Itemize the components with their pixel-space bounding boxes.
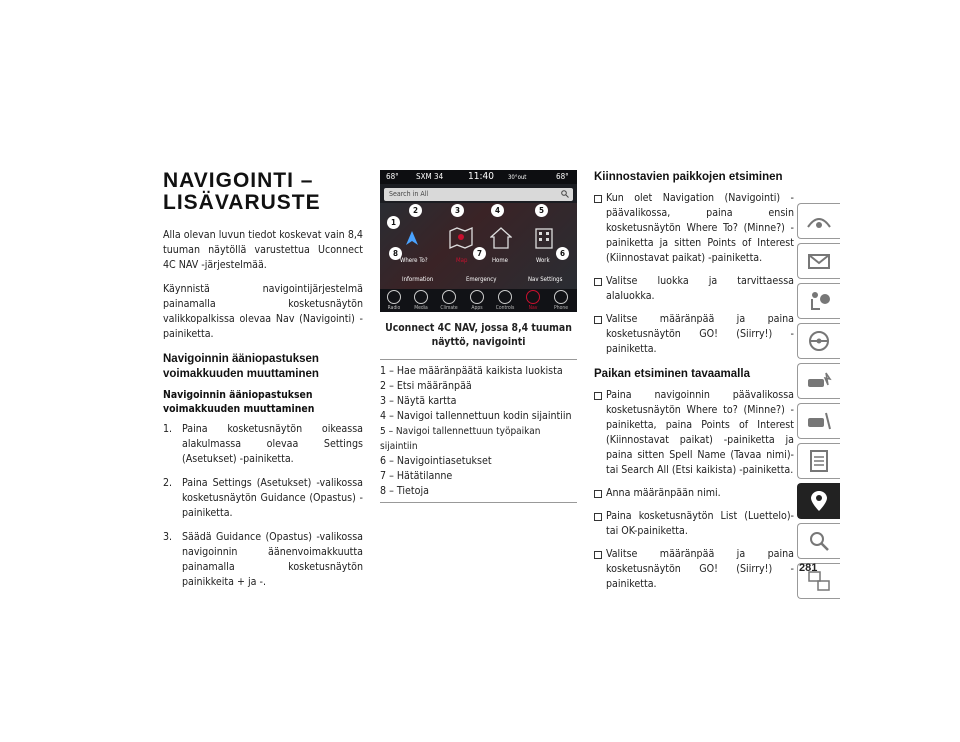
apps-icon	[470, 290, 484, 304]
step-item: 2. Paina Settings (Asetukset) -valikossa kosketusnäytön Guidance (Opastus) -painiketta.	[163, 477, 363, 519]
bullet-item: Valitse luokka ja tarvittaessa alaluokka.	[594, 274, 794, 304]
bullet-box-icon	[594, 551, 602, 559]
search-icon	[806, 529, 832, 553]
legend-item: 7 – Hätätilanne	[380, 470, 453, 482]
tab-dashboard[interactable]	[797, 203, 840, 239]
bullet-item: Paina kosketusnäytön List (Luettelo)- tai OK-painiketta.	[594, 509, 794, 539]
callout-4: 4	[491, 204, 504, 217]
airbag-icon	[806, 289, 832, 313]
label-map: Map	[456, 257, 468, 264]
step-item: 1. Paina kosketusnäytön oikeassa alakulmassa olevaa Settings (Asetukset) -painiketta.	[163, 423, 363, 465]
climate-icon	[442, 290, 456, 304]
clock: 11:40	[468, 171, 494, 182]
work-icon	[534, 227, 554, 249]
label-nav-settings: Nav Settings	[528, 276, 563, 283]
figure-legend	[380, 359, 577, 503]
legend-item: 5 – Navigoi tallennettuun työpaikan sijaintiin	[380, 426, 541, 452]
chapter-tabs	[797, 203, 841, 603]
search-bar: Search in All	[384, 188, 573, 201]
temp-left: 68°	[386, 172, 399, 181]
nav-climate: Climate	[437, 290, 461, 311]
bullet-item: Valitse määränpää ja paina kosketusnäytön GO! (Siirry!) -painiketta.	[594, 312, 794, 357]
car-dash-icon	[806, 209, 832, 233]
legend-item: 2 – Etsi määränpää	[380, 380, 472, 392]
callout-5: 5	[535, 204, 548, 217]
uconnect-screen-image	[380, 170, 577, 312]
bullet-box-icon	[594, 316, 602, 324]
intro-paragraph: Alla olevan luvun tiedot koskevat vain 8,4 tuuman näytöllä varustettua Uconnect 4C NAV -järjestelmää.	[163, 229, 363, 271]
step-item: 3. Säädä Guidance (Opastus) -valikossa navigoinnin äänenvoimakkuutta painamalla kosketusnäytön painikkeita + ja -.	[163, 531, 363, 588]
steering-wheel-icon	[806, 329, 832, 353]
nav-media: Media	[409, 290, 433, 311]
outside-temp: 30°out	[508, 174, 527, 181]
radio-icon	[387, 290, 401, 304]
tab-checklist[interactable]	[797, 443, 840, 479]
poi-heading: Kiinnostavien paikkojen etsiminen	[594, 171, 783, 183]
legend-item: 8 – Tietoja	[380, 485, 429, 497]
callout-8: 8	[389, 247, 402, 260]
map-icon	[448, 227, 474, 249]
legend-item: 6 – Navigointiasetukset	[380, 455, 492, 467]
start-paragraph: Käynnistä navigointijärjestelmä painamalla kosketusnäytön valikkopalkissa olevaa Nav (Navigointi) -painiketta.	[163, 283, 363, 340]
right-column	[594, 170, 794, 600]
label-emergency: Emergency	[466, 276, 497, 283]
nav-icon	[526, 290, 540, 304]
callout-7: 7	[473, 247, 486, 260]
label-information: Information	[402, 276, 434, 283]
spell-heading: Paikan etsiminen tavaamalla	[594, 368, 750, 380]
bullet-box-icon	[594, 195, 602, 203]
nav-apps: Apps	[465, 290, 489, 311]
car-service-icon	[806, 409, 832, 433]
bullet-box-icon	[594, 513, 602, 521]
bullet-box-icon	[594, 392, 602, 400]
spell-list	[594, 388, 794, 592]
nav-controls: Controls	[493, 290, 517, 311]
left-column	[163, 170, 363, 599]
tab-mail[interactable]	[797, 243, 840, 279]
tab-navigation[interactable]	[797, 483, 840, 519]
menu-bar	[380, 289, 577, 312]
volume-heading: Navigoinnin ääniopastuksen voimakkuuden muuttaminen	[163, 353, 319, 380]
callout-6: 6	[556, 247, 569, 260]
nav-nav: Nav	[521, 290, 545, 311]
label-work: Work	[536, 257, 550, 264]
callout-1: 1	[387, 216, 400, 229]
legend-item: 1 – Hae määränpäätä kaikista luokista	[380, 365, 563, 377]
home-icon	[490, 227, 512, 249]
tab-service[interactable]	[797, 403, 840, 439]
tab-steering[interactable]	[797, 323, 840, 359]
label-where-to: Where To?	[400, 257, 428, 264]
callout-3: 3	[451, 204, 464, 217]
poi-list	[594, 191, 794, 357]
tab-airbag[interactable]	[797, 283, 840, 319]
nav-radio: Radio	[382, 290, 406, 311]
tab-crash[interactable]	[797, 363, 840, 399]
page-number: 281	[799, 562, 818, 574]
map-area	[380, 203, 577, 289]
station: SXM 34	[416, 172, 444, 181]
chapter-title: NAVIGOINTI – LISÄVARUSTE	[163, 169, 321, 214]
checklist-icon	[806, 449, 832, 473]
nav-phone: Phone	[549, 290, 573, 311]
volume-steps	[163, 422, 363, 590]
callout-2: 2	[409, 204, 422, 217]
label-home: Home	[492, 257, 508, 264]
crash-icon	[806, 369, 832, 393]
legend-item: 4 – Navigoi tallennettuun kodin sijaintiin	[380, 410, 572, 422]
status-bar	[380, 170, 577, 184]
navigation-icon	[806, 489, 832, 513]
bullet-item: Valitse määränpää ja paina kosketusnäytön GO! (Siirry!) -painiketta.	[594, 547, 794, 592]
figure-caption: Uconnect 4C NAV, jossa 8,4 tuuman näyttö, navigointi	[385, 322, 572, 348]
tab-search[interactable]	[797, 523, 840, 559]
phone-icon	[554, 290, 568, 304]
media-icon	[414, 290, 428, 304]
search-icon	[561, 190, 569, 198]
bullet-box-icon	[594, 490, 602, 498]
arrow-icon	[406, 231, 418, 245]
bullet-box-icon	[594, 278, 602, 286]
middle-column	[380, 170, 577, 503]
controls-icon	[498, 290, 512, 304]
bullet-item: Anna määränpään nimi.	[594, 486, 794, 501]
legend-item: 3 – Näytä kartta	[380, 395, 457, 407]
volume-subheading: Navigoinnin ääniopastuksen voimakkuuden muuttaminen	[163, 389, 315, 415]
bullet-item: Paina navigoinnin päävalikossa kosketusnäytön Where to? (Minne?) -painiketta, paina Points of Interest (Kiinnostavat paikat) -painiketta ja paina sitten Spell Name (Tavaa nimi)- tai Search All (Etsi kaikista) -painiketta.	[594, 388, 794, 478]
temp-right: 68°	[556, 172, 569, 181]
bullet-item: Kun olet Navigation (Navigointi) -päävalikossa, paina ensin kosketusnäytön Where To? (Minne?) -painiketta ja sitten Points of Interest (Kiinnostavat paikat) -painiketta.	[594, 191, 794, 266]
mail-icon	[806, 249, 832, 273]
